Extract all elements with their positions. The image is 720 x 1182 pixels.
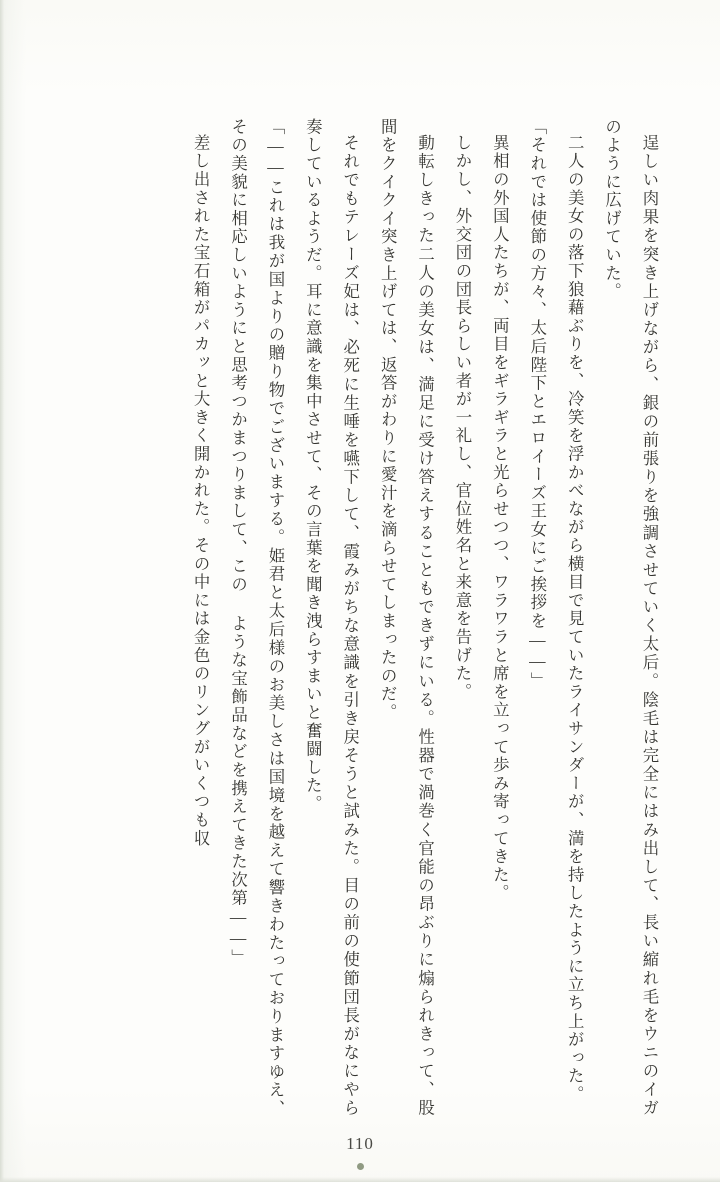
paragraph-dialogue: 「――これは我が国よりの贈り物でございまする。姫君と太后様のお美しさは国境を越えて響きわたっておりますゆえ、その美貌に相応しいようにと思考つかまつりまして、この ような宝飾品などを携えてきた次第――」 <box>228 118 285 1118</box>
paragraph-dialogue: 「それでは使節の方々、太后陛下とエロイーズ王女にご挨拶を――」 <box>527 118 547 691</box>
scan-edge-bottom <box>0 1177 720 1182</box>
paragraph: しかし、外交団の団長らしい者が一礼し、官位姓名と来意を告げた。 <box>452 134 472 702</box>
scan-edge-left <box>0 0 7 1182</box>
paragraph: 二人の美女の落下狼藉ぶりを、冷笑を浮かべながら横目で見ていたライサンダーが、満を持したように立ち上がった。 <box>565 134 585 1105</box>
paragraph: 差し出された宝石箱がパカッと大きく開かれた。その中には金色のリングがいくつも収 <box>191 134 211 849</box>
body-text <box>52 118 668 1118</box>
paragraph: 動転しきった二人の美女は、満足に受け答えすることもできずにいる。性器で渦巻く官能の昂ぶりに煽られきって、股間をクイクイ突き上げては、返答がわりに愛汁を滴らせてしまったのだ。 <box>378 118 435 1118</box>
paragraph: それでもテレーズ妃は、必死に生唾を嚥下して、霞みがちな意識を引き戻そうと試みた。目の前の使節団長がなにやら奏しているようだ。耳に意識を集中させて、その言葉を聞き洩らすまいと奮闘した。 <box>303 118 360 1118</box>
paragraph: 逞しい肉果を突き上げながら、銀の前張りを強調させていく太后。陰毛は完全にはみ出して、長い縮れ毛をウニのイガのように広げていた。 <box>602 118 659 1118</box>
paragraph: 異相の外国人たちが、両目をギラギラと光らせつつ、ワラワラと席を立って歩み寄ってきた。 <box>490 134 510 903</box>
page-number: 110 <box>346 1134 374 1153</box>
folio-dot-ornament <box>357 1163 364 1170</box>
